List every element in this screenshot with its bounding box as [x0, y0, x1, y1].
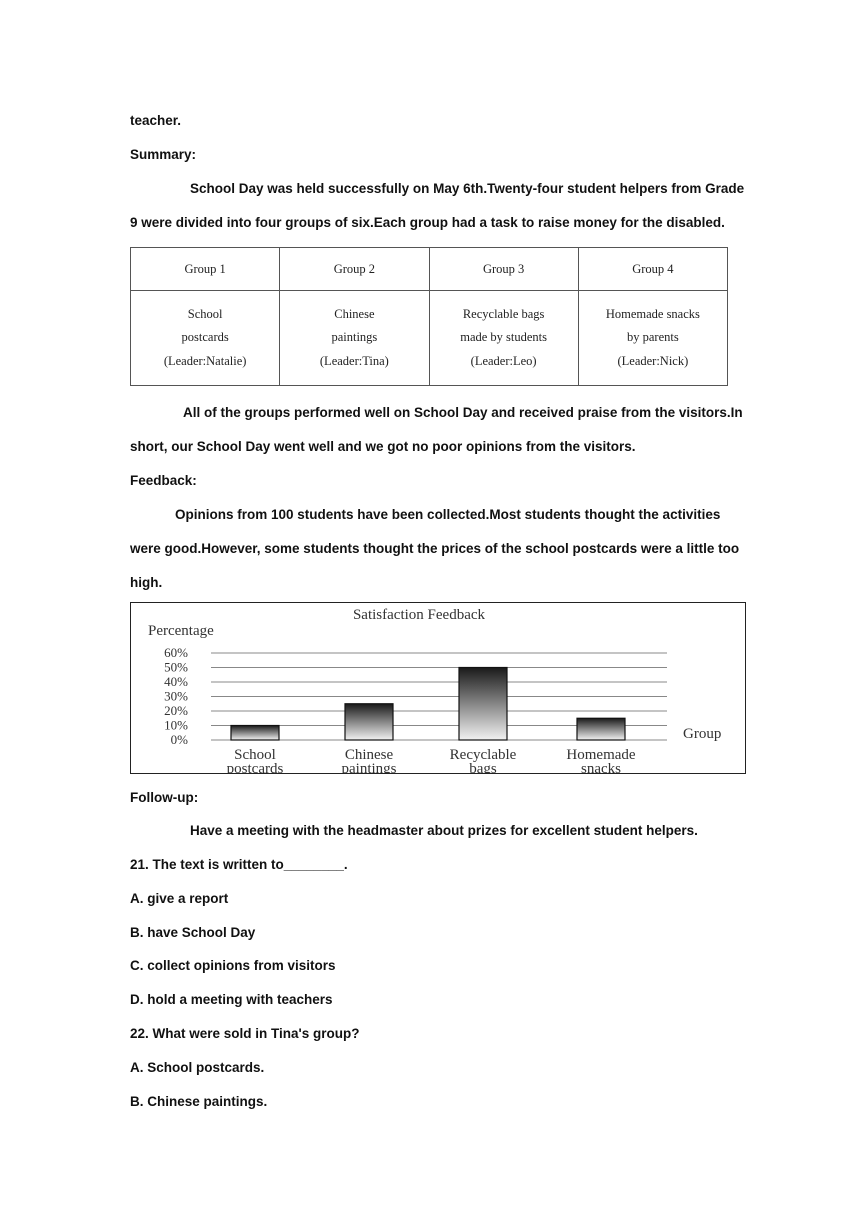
question-21-option-a: A. give a report [130, 891, 229, 906]
summary-paragraph-2-line-1: All of the groups performed well on School Day and received praise from the visitors.In [183, 405, 743, 420]
summary-paragraph-1-line-2: 9 were divided into four groups of six.Each group had a task to raise money for the disabled. [130, 215, 725, 230]
question-21-option-b: B. have School Day [130, 925, 256, 940]
question-21: 21. The text is written to________. [130, 857, 348, 872]
cell-line: made by students [460, 330, 548, 345]
x-category-label: Homemade [566, 747, 636, 763]
bar-1 [231, 726, 279, 741]
cell-line: paintings [331, 330, 378, 345]
table-header-group-2: Group 2 [280, 248, 429, 291]
x-category-label: School [234, 747, 276, 763]
chart-y-axis-label: Percentage [148, 623, 214, 639]
question-22-option-a: A. School postcards. [130, 1060, 265, 1075]
x-category-label: postcards [226, 761, 284, 773]
cell-line: (Leader:Tina) [319, 353, 389, 368]
followup-heading: Follow-up: [130, 790, 199, 805]
chart-svg [131, 603, 745, 773]
y-tick-label: 20% [164, 703, 188, 718]
x-category-label: bags [469, 761, 497, 773]
feedback-line-3: high. [130, 575, 163, 590]
feedback-line-2: were good.However, some students thought the prices of the school postcards were a little too [130, 541, 740, 556]
cell-line: (Leader:Leo) [470, 353, 537, 368]
groups-table [130, 247, 728, 386]
x-category-label: snacks [581, 761, 621, 773]
y-tick-label: 10% [164, 717, 188, 733]
cell-line: School [187, 306, 223, 321]
table-cell-group-1 [131, 291, 280, 386]
x-category-label: Recyclable [449, 747, 517, 763]
question-22: 22. What were sold in Tina's group? [130, 1026, 360, 1041]
cell-line: Chinese [334, 306, 375, 321]
y-tick-label: 0% [170, 732, 188, 747]
question-22-option-b: B. Chinese paintings. [130, 1094, 268, 1109]
intro-line: teacher. [130, 113, 182, 128]
x-category-label: Chinese [344, 747, 394, 763]
y-tick-label: 60% [164, 645, 188, 660]
table-cell-group-4 [578, 291, 727, 386]
table-header-group-3: Group 3 [429, 248, 578, 291]
chart-title: Satisfaction Feedback [352, 607, 486, 623]
summary-heading: Summary: [130, 147, 197, 162]
bar-2 [345, 704, 393, 740]
cell-line: (Leader:Natalie) [163, 353, 247, 368]
bar-4 [577, 718, 625, 740]
feedback-line-1: Opinions from 100 students have been collected.Most students thought the activities [175, 507, 721, 522]
question-21-option-c: C. collect opinions from visitors [130, 958, 336, 973]
cell-line: Homemade snacks [605, 306, 700, 321]
chart-x-axis-label: Group [683, 726, 722, 742]
cell-line: postcards [181, 330, 229, 345]
question-21-option-d: D. hold a meeting with teachers [130, 992, 333, 1007]
cell-line: Recyclable bags [462, 306, 545, 321]
feedback-heading: Feedback: [130, 473, 197, 488]
cell-line: by parents [627, 330, 679, 345]
y-tick-label: 30% [164, 688, 188, 704]
x-category-label: paintings [341, 761, 397, 773]
y-tick-label: 40% [164, 674, 188, 689]
y-tick-label: 50% [164, 659, 188, 675]
bar-3 [459, 668, 507, 741]
summary-paragraph-1-line-1: School Day was held successfully on May 6th.Twenty-four student helpers from Grade [190, 181, 745, 196]
summary-paragraph-2-line-2: short, our School Day went well and we got no poor opinions from the visitors. [130, 439, 636, 454]
followup-line: Have a meeting with the headmaster about prizes for excellent student helpers. [190, 823, 698, 838]
cell-line: (Leader:Nick) [617, 353, 689, 368]
table-header-group-4: Group 4 [578, 248, 727, 291]
table-header-group-1: Group 1 [131, 248, 280, 291]
table-cell-group-2 [280, 291, 429, 386]
table-cell-group-3 [429, 291, 578, 386]
satisfaction-chart [130, 602, 746, 774]
